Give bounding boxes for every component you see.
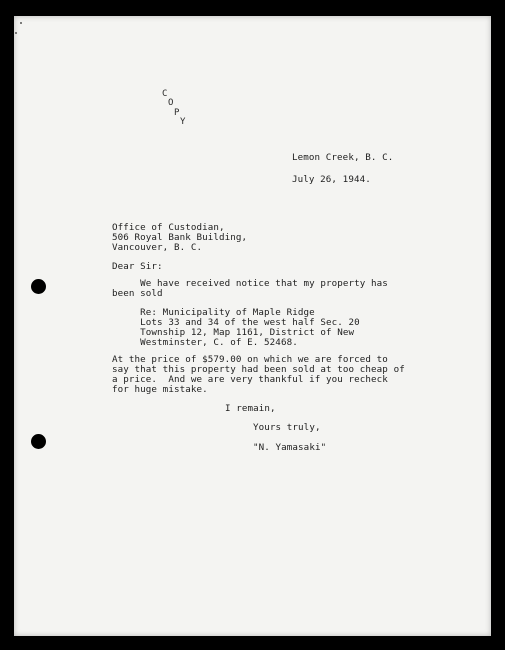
re-block-line: Township 12, Map 1161, District of New [112, 327, 355, 338]
copy-stamp-o: O [168, 98, 174, 108]
re-block-line: Re: Municipality of Maple Ridge [112, 307, 315, 318]
closing-yours-truly: Yours truly, [253, 422, 321, 433]
recipient-line: Office of Custodian, [112, 222, 225, 233]
re-block-line: Westminster, C. of E. 52468. [112, 337, 298, 348]
body-paragraph-line: a price. And we are very thankful if you recheck [112, 374, 388, 385]
punch-hole-top [31, 279, 46, 294]
recipient-line: 506 Royal Bank Building, [112, 232, 248, 243]
paper-speck [20, 22, 22, 24]
sender-location: Lemon Creek, B. C. [292, 152, 394, 163]
letter-page [14, 16, 491, 636]
recipient-line: Vancouver, B. C. [112, 242, 203, 253]
closing-remain: I remain, [225, 403, 276, 414]
body-paragraph-line: We have received notice that my property has [112, 278, 388, 289]
body-paragraph-line: for huge mistake. [112, 384, 208, 395]
copy-stamp-c: C [162, 89, 168, 99]
punch-hole-bottom [31, 434, 46, 449]
letter-date: July 26, 1944. [292, 174, 371, 185]
salutation: Dear Sir: [112, 261, 163, 272]
body-paragraph-line: say that this property had been sold at too cheap of [112, 364, 405, 375]
re-block-line: Lots 33 and 34 of the west half Sec. 20 [112, 317, 360, 328]
copy-stamp-y: Y [180, 117, 186, 127]
body-paragraph-line: been sold [112, 288, 163, 299]
body-paragraph-line: At the price of $579.00 on which we are forced to [112, 354, 388, 365]
signature: "N. Yamasaki" [253, 442, 327, 453]
copy-stamp-p: P [174, 108, 180, 118]
paper-speck [15, 32, 17, 34]
